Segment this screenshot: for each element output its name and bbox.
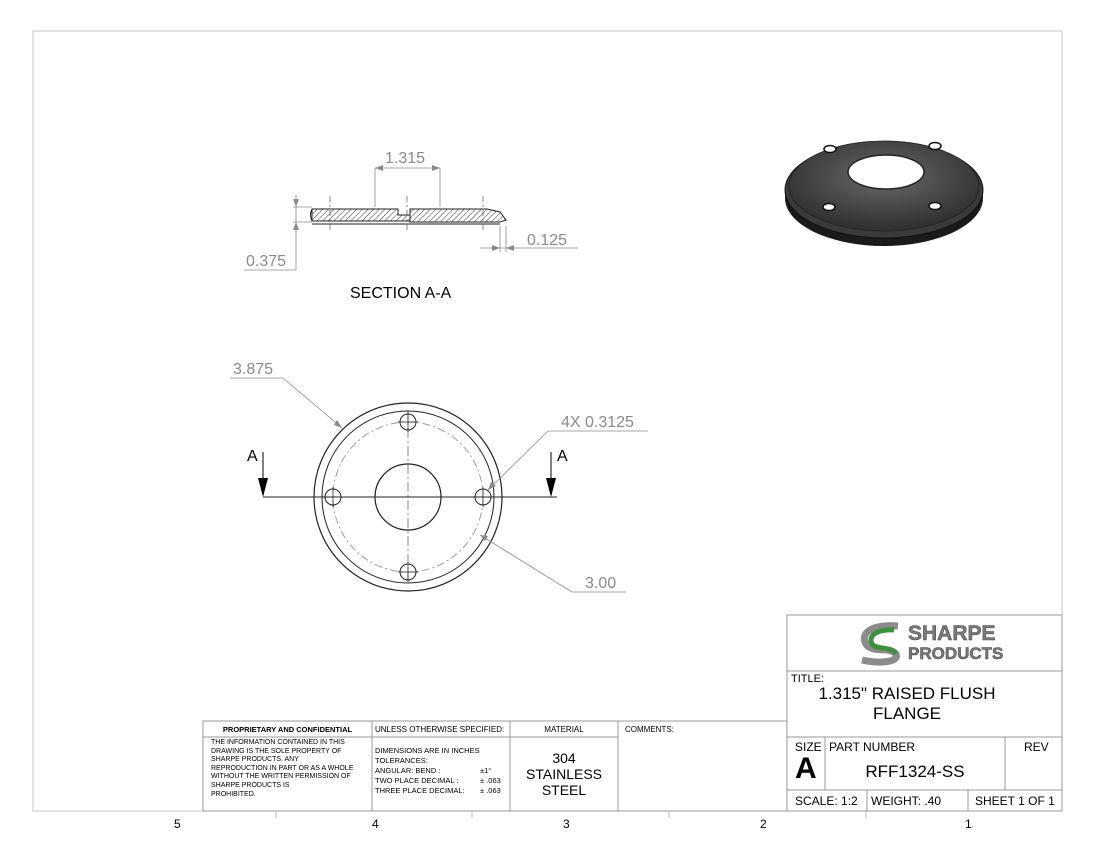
proprietary-heading: PROPRIETARY AND CONFIDENTIAL <box>222 725 353 734</box>
section-arrow-right <box>546 448 568 497</box>
dim-bore-diameter: 1.315 <box>385 150 426 167</box>
section-arrow-left <box>247 448 268 497</box>
dim-holes: 4X 0.3125 <box>561 414 634 431</box>
dim-outer-diameter: 3.875 <box>233 361 274 378</box>
section-hatch-left <box>312 209 410 221</box>
scale: SCALE: 1:2 <box>795 794 858 808</box>
zone-4: 4 <box>372 817 379 831</box>
title-label: TITLE: <box>791 673 825 685</box>
drawing-title: 1.315" RAISED FLUSH FLANGE <box>818 684 996 723</box>
material-heading: MATERIAL <box>544 725 584 734</box>
zone-1: 1 <box>965 817 972 831</box>
part-number: RFF1324-SS <box>865 762 965 781</box>
rev-label: REV <box>1024 740 1049 754</box>
dim-bolt-circle: 3.00 <box>585 575 617 592</box>
svg-text:A: A <box>247 448 258 465</box>
size-label: SIZE <box>795 740 822 754</box>
part-number-label: PART NUMBER <box>829 740 916 754</box>
zone-5: 5 <box>174 817 181 831</box>
zone-3: 3 <box>563 817 570 831</box>
tolerance-table: ANGULAR: BEND : ±1° TWO PLACE DECIMAL : ± .063 THREE PLACE DECIMAL: ± .063 <box>375 766 501 795</box>
proprietary-text: THE INFORMATION CONTAINED IN THIS DRAWING IS THE SOLE PROPERTY OF SHARPE PRODUCTS. ANY REPRODUCTION IN PART OR AS A WHOLE WITHOUT THE WRITTEN PERMISSION OF SHARPE PRODUCTS IS PROHIBITED. <box>211 739 354 798</box>
comments-heading: COMMENTS: <box>625 725 674 734</box>
svg-text:A: A <box>557 448 568 465</box>
dim-thickness: 0.125 <box>527 232 568 249</box>
section-hatch-right <box>410 209 506 222</box>
plan-view <box>230 361 648 592</box>
zone-2: 2 <box>760 817 767 831</box>
flange-iso-render <box>785 141 983 246</box>
section-label: SECTION A-A <box>350 285 452 302</box>
weight: WEIGHT: .40 <box>871 794 942 808</box>
company-logo: SHARPE PRODUCTS <box>850 620 1010 666</box>
size-value: A <box>795 752 817 785</box>
bolt-hole-top <box>398 412 418 432</box>
dim-overall-height: 0.375 <box>246 253 287 270</box>
bolt-hole-bottom <box>398 562 418 582</box>
material-value: 304 STAINLESS STEEL <box>526 750 602 798</box>
tolerance-notes: DIMENSIONS ARE IN INCHES TOLERANCES: <box>375 746 480 765</box>
unless-heading: UNLESS OTHERWISE SPECIFIED: <box>375 725 505 734</box>
section-view <box>244 150 578 302</box>
sheet-number: SHEET 1 OF 1 <box>975 794 1055 808</box>
